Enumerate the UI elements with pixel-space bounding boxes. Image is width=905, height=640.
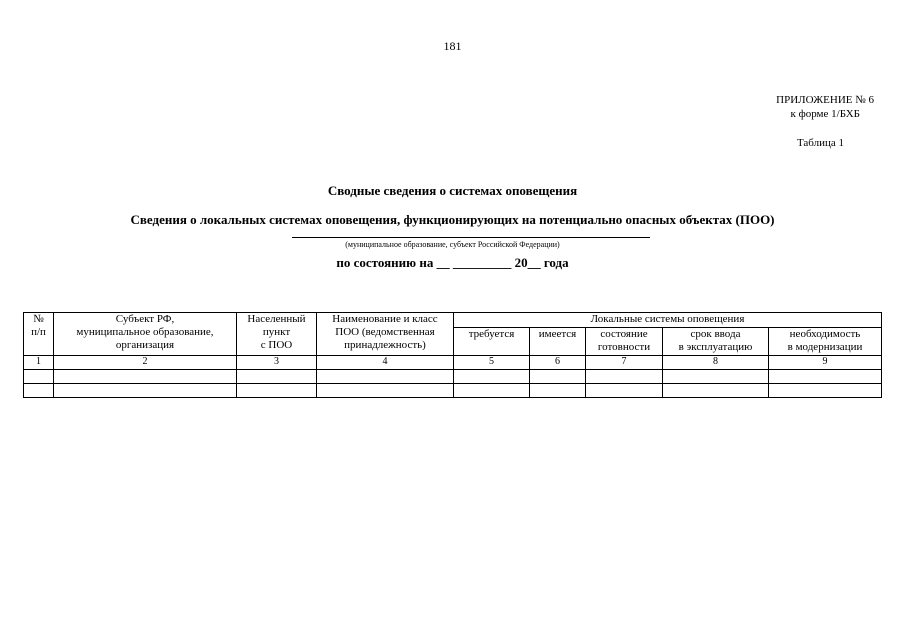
header-modernization: необходимость в модернизации [769, 327, 882, 355]
column-number: 9 [769, 356, 882, 370]
column-number: 2 [54, 356, 237, 370]
header-readiness: состояние готовности [586, 327, 663, 355]
table-row [24, 370, 882, 384]
table-cell [663, 384, 769, 398]
column-number-row [24, 356, 882, 370]
report-date-line: по состоянию на __ _________ 20__ года [336, 255, 569, 270]
table-cell [454, 384, 530, 398]
appendix-reference [776, 93, 874, 121]
document-title: Сводные сведения о системах оповещения [327, 183, 578, 198]
form-reference: к форме 1/БХБ [790, 108, 860, 120]
table-cell [54, 384, 237, 398]
fill-in-line [292, 237, 650, 238]
fill-in-caption: (муниципальное образование, субъект Российской Федерации) [345, 240, 560, 249]
header-required: требуется [454, 327, 530, 355]
page-number: 181 [443, 39, 462, 53]
table-cell [237, 384, 317, 398]
table-cell [663, 370, 769, 384]
column-number: 1 [24, 356, 54, 370]
table-cell [24, 384, 54, 398]
header-settlement: Населенный пункт с ПОО [237, 313, 317, 356]
appendix-title: ПРИЛОЖЕНИЕ № 6 [776, 94, 874, 106]
table-cell [530, 370, 586, 384]
table-cell [317, 384, 454, 398]
column-number: 5 [454, 356, 530, 370]
column-number: 7 [586, 356, 663, 370]
header-present: имеется [530, 327, 586, 355]
column-number: 6 [530, 356, 586, 370]
table-cell [586, 384, 663, 398]
table-cell [454, 370, 530, 384]
table-cell [237, 370, 317, 384]
summary-table [23, 312, 882, 398]
table-row [24, 384, 882, 398]
table-cell [24, 370, 54, 384]
document-subtitle: Сведения о локальных системах оповещения, функционирующих на потенциально опасных объектах (ПОО) [130, 212, 775, 227]
header-subject: Субъект РФ, муниципальное образование, организация [54, 313, 237, 356]
table-cell [530, 384, 586, 398]
header-local-systems: Локальные системы оповещения [454, 313, 882, 328]
table-cell [586, 370, 663, 384]
table-label: Таблица 1 [796, 137, 844, 149]
table-cell [54, 370, 237, 384]
column-number: 3 [237, 356, 317, 370]
header-row [24, 313, 882, 328]
table-cell [769, 370, 882, 384]
header-poo-name: Наименование и класс ПОО (ведомственная принадлежность) [317, 313, 454, 356]
table-cell [769, 384, 882, 398]
header-commission: срок ввода в эксплуатацию [663, 327, 769, 355]
column-number: 8 [663, 356, 769, 370]
column-number: 4 [317, 356, 454, 370]
table-cell [317, 370, 454, 384]
header-num: № п/п [24, 313, 54, 356]
